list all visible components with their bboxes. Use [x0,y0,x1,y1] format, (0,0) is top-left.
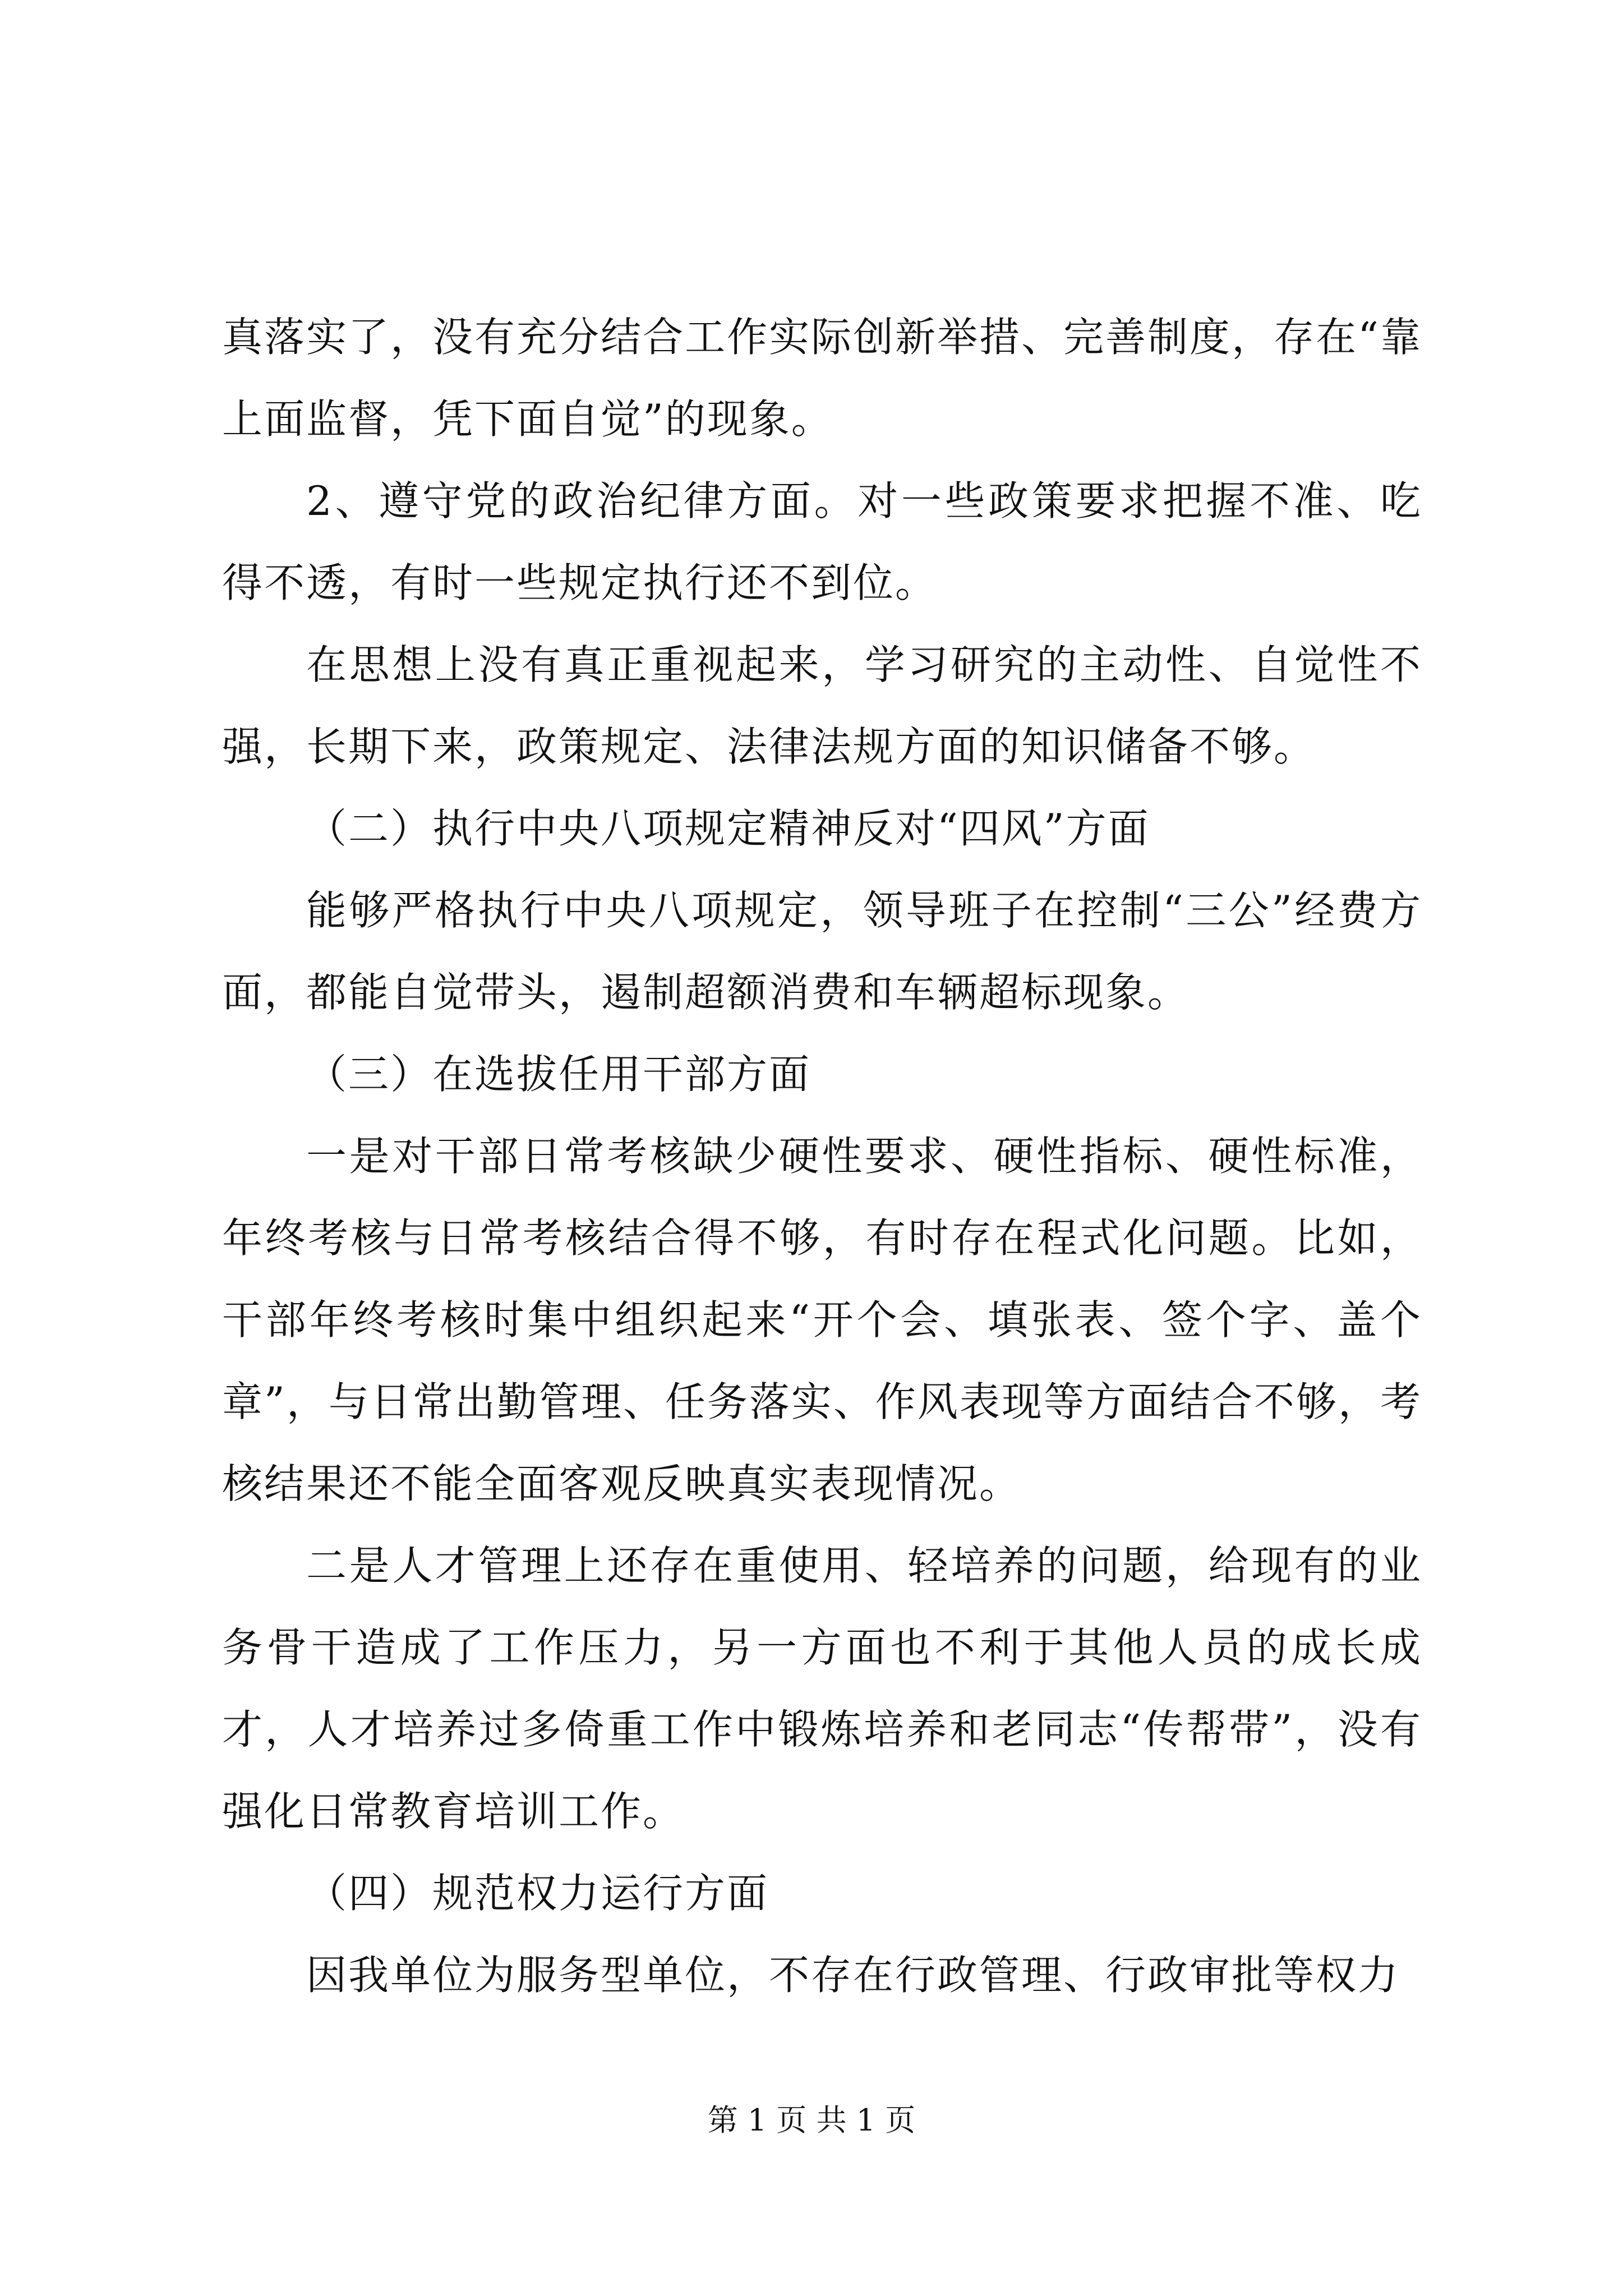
section-heading-eight-rules: （二）执行中央八项规定精神反对“四风”方面 [306,805,1150,852]
paragraph-talent-management: 二是人才管理上还存在重使用、轻培养的问题，给现有的业务骨干造成了工作压力，另一方面也不利于其他人员的成长成才，人才培养过多倚重工作中锻炼培养和老同志“传帮带”，没有强化日常教育培训工作。 [222,1542,1422,1835]
paragraph-political-discipline: 2、遵守党的政治纪律方面。对一些政策要求把握不准、吃得不透，有时一些规定执行还不到位。 [222,477,1422,606]
page-number: 第 1 页 共 1 页 [707,2102,916,2138]
paragraph-power-regulation: 因我单位为服务型单位，不存在行政管理、行政审批等权力 [306,1952,1400,1999]
page-footer [0,2101,1623,2140]
paragraph-ideology: 在思想上没有真正重视起来，学习研究的主动性、自觉性不强，长期下来，政策规定、法律法规方面的知识储备不够。 [222,641,1422,770]
section-heading-cadre-selection: （三）在选拔任用干部方面 [306,1051,811,1098]
paragraph-eight-rules: 能够严格执行中央八项规定，领导班子在控制“三公”经费方面，都能自觉带头，遏制超额消费和车辆超标现象。 [222,887,1422,1016]
paragraph-continued: 真落实了，没有充分结合工作实际创新举措、完善制度，存在“靠上面监督，凭下面自觉”的现象。 [222,314,1422,443]
document-body [222,296,1422,2016]
section-heading-power-regulation: （四）规范权力运行方面 [306,1870,769,1917]
paragraph-cadre-assessment: 一是对干部日常考核缺少硬性要求、硬性指标、硬性标准，年终考核与日常考核结合得不够，有时存在程式化问题。比如，干部年终考核时集中组织起来“开个会、填张表、签个字、盖个章”，与日常出勤管理、任务落实、作风表现等方面结合不够，考核结果还不能全面客观反映真实表现情况。 [222,1133,1422,1507]
